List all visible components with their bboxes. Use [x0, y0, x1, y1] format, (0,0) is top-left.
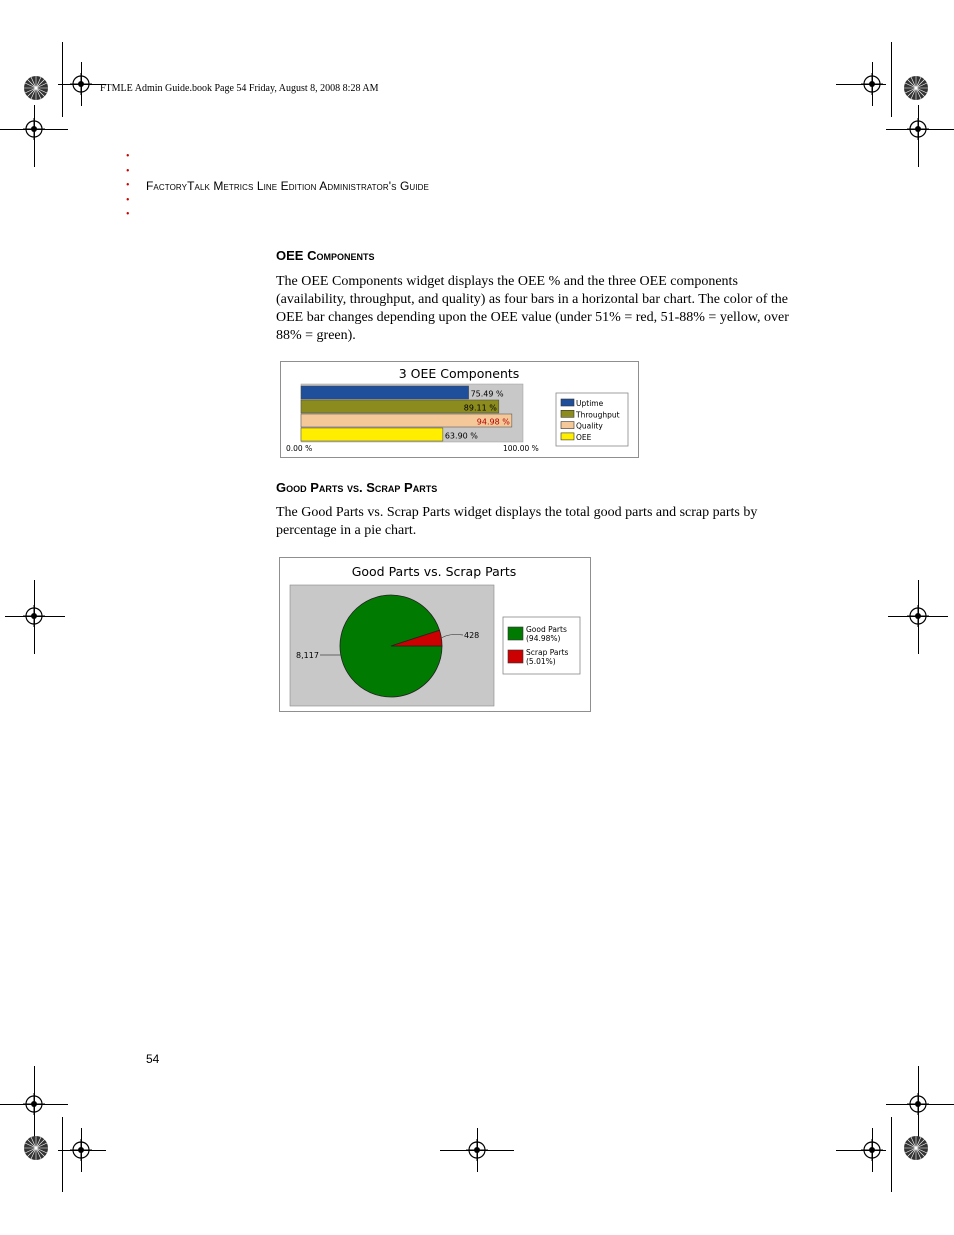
legend-label: OEE	[576, 432, 592, 442]
legend-label: Scrap Parts	[526, 648, 569, 657]
x-tick-label: 100.00 %	[503, 444, 539, 453]
registration-target-icon	[861, 1139, 883, 1161]
chart-title: Good Parts vs. Scrap Parts	[351, 564, 517, 579]
starburst-mark-icon	[903, 75, 929, 101]
crop-line	[62, 1117, 63, 1192]
good-vs-scrap-chart	[279, 557, 591, 712]
section-heading-oee-components: OEE Components	[276, 248, 375, 263]
registration-target-icon	[907, 605, 929, 627]
registration-target-icon	[861, 73, 883, 95]
margin-bullet: •	[126, 209, 130, 220]
slug-line: FTMLE Admin Guide.book Page 54 Friday, August 8, 2008 8:28 AM	[100, 83, 379, 94]
oee-components-chart	[280, 361, 639, 458]
pie-value-label: 8,117	[296, 651, 319, 660]
bar-data-label: 63.90 %	[444, 431, 478, 441]
oee-bar-chart-svg	[281, 362, 638, 457]
starburst-mark-icon	[23, 75, 49, 101]
bar-data-label: 89.11 %	[463, 403, 497, 413]
registration-target-icon	[23, 1093, 45, 1115]
registration-target-icon	[907, 118, 929, 140]
chart-title: 3 OEE Components	[398, 366, 520, 381]
margin-bullet: •	[126, 165, 130, 177]
margin-bullet: •	[126, 180, 130, 191]
starburst-mark-icon	[903, 1135, 929, 1161]
legend-label: Quality	[576, 421, 603, 431]
legend-swatch	[561, 399, 574, 406]
bar-uptime	[301, 386, 469, 399]
legend-swatch	[561, 410, 574, 417]
crop-line	[891, 1117, 892, 1192]
legend-swatch	[561, 433, 574, 440]
margin-bullets	[126, 150, 130, 223]
legend-swatch	[508, 650, 523, 663]
registration-target-icon	[70, 73, 92, 95]
x-axis-ticks	[286, 444, 539, 453]
running-head: FactoryTalk Metrics Line Edition Administrator's Guide	[146, 179, 429, 193]
crop-line	[62, 42, 63, 117]
legend-label: Good Parts	[526, 625, 567, 634]
registration-target-icon	[23, 605, 45, 627]
legend-label: Throughput	[576, 410, 620, 420]
pie-value-label: 428	[464, 631, 480, 640]
bar-data-label: 94.98 %	[476, 417, 510, 427]
bar-data-label: 75.49 %	[470, 389, 504, 399]
legend-label: Uptime	[576, 399, 604, 408]
pie-chart-svg	[280, 558, 590, 711]
registration-target-icon	[466, 1139, 488, 1161]
margin-bullet: •	[126, 151, 130, 162]
registration-target-icon	[23, 118, 45, 140]
bar-oee	[301, 428, 443, 441]
section-heading-good-vs-scrap: Good Parts vs. Scrap Parts	[276, 480, 438, 495]
section-body-good-vs-scrap: The Good Parts vs. Scrap Parts widget displays the total good parts and scrap parts by percentage in a pie chart.	[276, 505, 758, 538]
legend-swatch	[508, 627, 523, 640]
legend-percent: (94.98%)	[526, 634, 561, 643]
x-tick-label: 0.00 %	[286, 444, 313, 453]
section-body-oee-components: The OEE Components widget displays the OEE % and the three OEE components (availability, throughput, and quality) as four bars in a horizontal bar chart. The color of the OEE bar changes depending upon the OEE value (under 51% = red, 51-88% = yellow, over 88% = green).	[276, 274, 789, 343]
legend-percent: (5.01%)	[526, 657, 556, 666]
starburst-mark-icon	[23, 1135, 49, 1161]
legend-swatch	[561, 422, 574, 429]
registration-target-icon	[907, 1093, 929, 1115]
pie-slice-group	[340, 595, 442, 697]
margin-bullet: •	[126, 194, 130, 206]
registration-target-icon	[70, 1139, 92, 1161]
crop-line	[891, 42, 892, 117]
page-number: 54	[146, 1052, 160, 1066]
